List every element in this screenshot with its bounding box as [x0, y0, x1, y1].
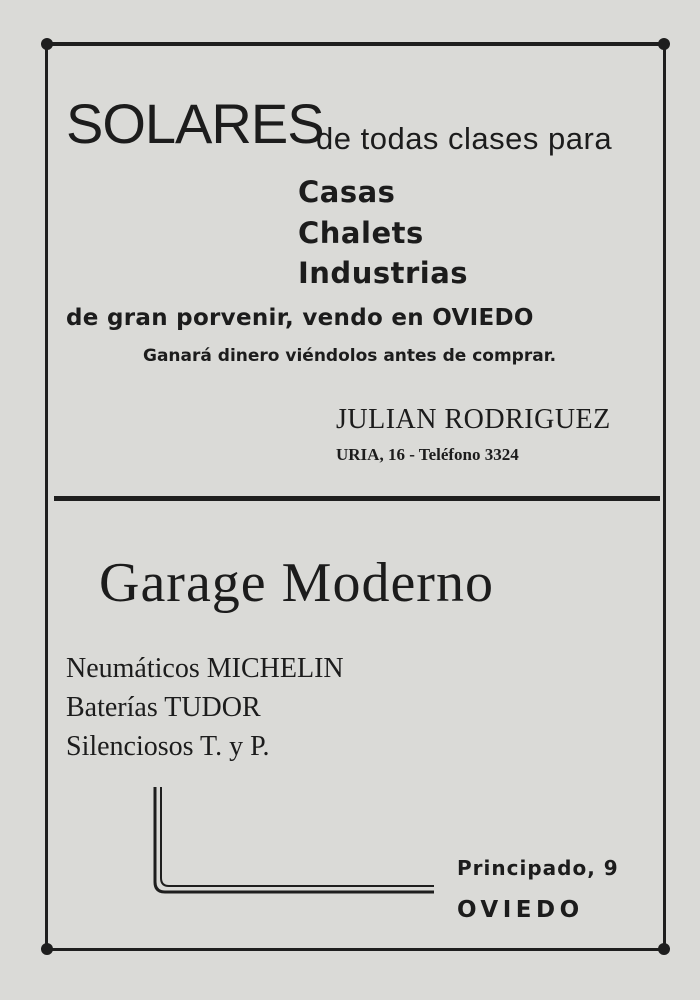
garage-city: OVIEDO: [457, 897, 584, 923]
solares-subline: Ganará dinero viéndolos antes de comprar.: [143, 346, 557, 366]
use-industrias: Industrias: [298, 256, 469, 290]
frame-corner-top-left: [41, 38, 53, 50]
frame-top-border: [48, 42, 663, 46]
garage-title: Garage Moderno: [99, 552, 494, 614]
frame-bottom-border: [48, 948, 663, 951]
product-neumaticos: Neumáticos MICHELIN: [66, 653, 344, 684]
product-silenciosos: Silenciosos T. y P.: [66, 731, 270, 762]
frame-right-border: [663, 42, 666, 951]
solares-headline: SOLARES: [66, 92, 324, 155]
solares-tagline: de gran porvenir, vendo en OVIEDO: [66, 305, 534, 331]
frame-corner-bottom-left: [41, 943, 53, 955]
frame-corner-top-right: [658, 38, 670, 50]
garage-address: Principado, 9: [457, 856, 619, 880]
use-chalets: Chalets: [298, 216, 424, 250]
use-casas: Casas: [298, 175, 396, 209]
product-baterias: Baterías TUDOR: [66, 692, 261, 723]
contact-name: JULIAN RODRIGUEZ: [336, 404, 611, 435]
frame-corner-bottom-right: [658, 943, 670, 955]
solares-headline-rest: de todas clases para: [316, 121, 613, 156]
section-divider: [54, 496, 660, 501]
contact-address: URIA, 16 - Teléfono 3324: [336, 445, 519, 464]
decorative-l-rule: [148, 782, 438, 902]
frame-left-border: [45, 42, 48, 951]
